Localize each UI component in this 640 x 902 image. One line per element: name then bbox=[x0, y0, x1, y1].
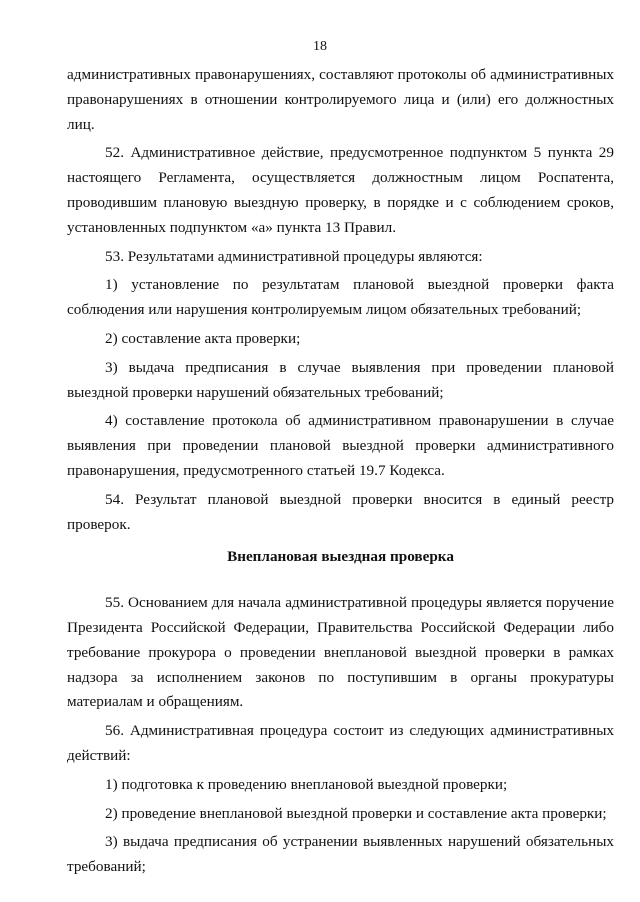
list-item-56-2: 2) проведение внеплановой выездной проверки и составление акта проверки; bbox=[105, 804, 607, 822]
document-body bbox=[67, 63, 614, 884]
paragraph-54: 54. Результат плановой выездной проверки вносится в единый реестр проверок. bbox=[67, 490, 614, 533]
paragraph-53: 53. Результатами административной процедуры являются: bbox=[105, 247, 483, 265]
section-heading: Внеплановая выездная проверка bbox=[227, 548, 454, 566]
list-item-53-2: 2) составление акта проверки; bbox=[105, 329, 301, 347]
list-item-53-4: 4) составление протокола об административном правонарушении в случае выявления при проведении плановой выездной проверки административного правонарушения, предусмотренного статьей 19.7 Кодекса. bbox=[67, 412, 614, 479]
list-item-53-1: 1) установление по результатам плановой выездной проверки факта соблюдения или нарушения контролируемым лицом обязательных требований; bbox=[67, 276, 614, 319]
page-number: 18 bbox=[313, 39, 327, 54]
paragraph-continuation: административных правонарушениях, составляют протоколы об административных правонарушениях в отношении контролируемого лица и (или) его должностных лиц. bbox=[67, 66, 614, 133]
list-item-56-3: 3) выдача предписания об устранении выявленных нарушений обязательных требований; bbox=[67, 833, 614, 876]
paragraph-56: 56. Административная процедура состоит из следующих административных действий: bbox=[67, 722, 614, 764]
paragraph-55: 55. Основанием для начала административной процедуры является поручение Президента Российской Федерации, Правительства Российской Федерации либо требование прокурора о проведении внеплановой выездной проверки в рамках надзора за исполнением законов по поступившим в органы прокуратуры материалам и обращениям. bbox=[67, 594, 614, 711]
list-item-53-3: 3) выдача предписания в случае выявления при проведении плановой выездной проверки нарушений обязательных требований; bbox=[67, 358, 614, 401]
list-item-56-1: 1) подготовка к проведению внеплановой выездной проверки; bbox=[105, 775, 508, 793]
paragraph-52: 52. Административное действие, предусмотренное подпунктом 5 пункта 29 настоящего Регламента, осуществляется должностным лицом Роспатента, проводившим плановую выездную проверку, в порядке и с соблюдением сроков, установленных подпунктом «а» пункта 13 Правил. bbox=[67, 144, 614, 236]
